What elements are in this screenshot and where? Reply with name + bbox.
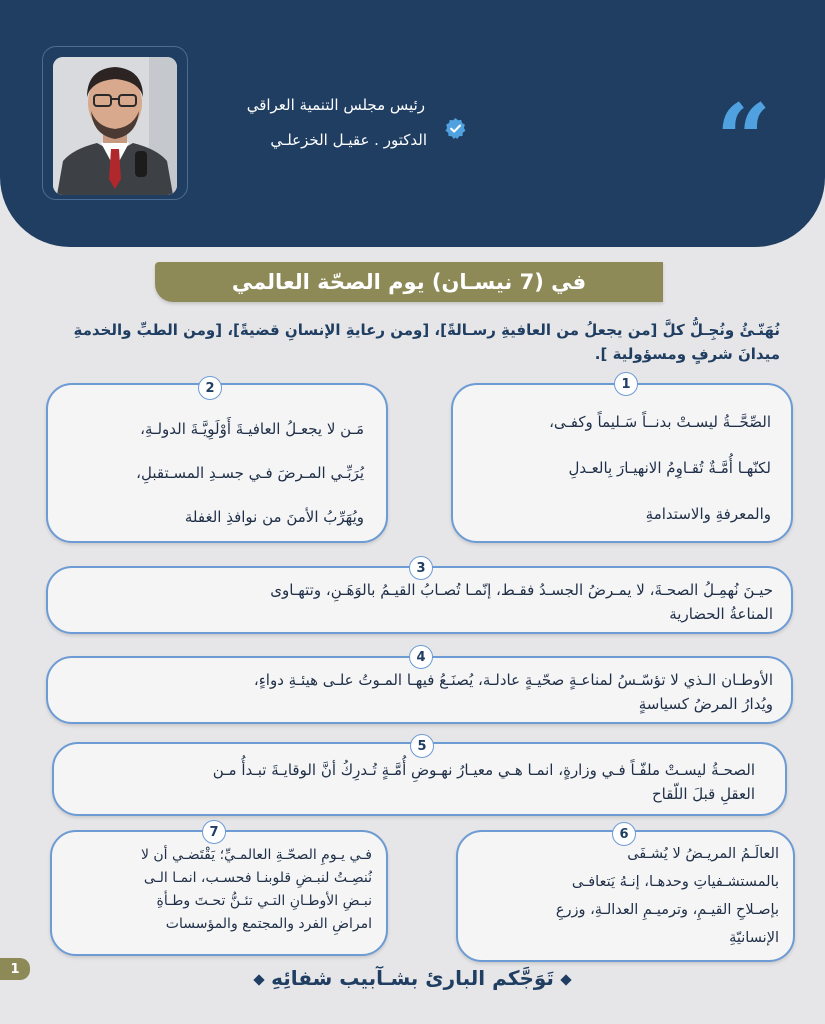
card-line: الصحـةُ ليسـتْ ملفّـاً فـي وزارةٍ، انمـا هـي معيـارُ نهـوضِ أُمَّـةٍ تُـدرِكُ أنَّ الوقايـةَ تبـدأُ مـن xyxy=(212,761,755,779)
statement-card-2 xyxy=(46,383,388,543)
quote-icon: “ xyxy=(716,83,772,196)
card-line: الأوطـان الـذي لا تؤسّـسُ لمناعـةٍ صحّيـةٍ عادلـة، يُصنَـعُ فيهـا المـوتُ علـى هيئـةِ دواءٍ، xyxy=(253,671,773,689)
card-line: والمعرفةِ والاستدامةِ xyxy=(645,505,771,523)
card-line: بالمستشـفياتِ وحدهـا، إنـهُ يَتعافـى xyxy=(571,874,779,890)
intro-paragraph: نُهَنّـئُ ونُجِـلُّ كلَّ [من يجعلُ من العافيةِ رسـالةً]، [ومن رعايةِ الإنسانِ قضيةً]، [ومن الطبِّ والخدمةِ ميدانَ شرفٍ ومسؤولية ]. xyxy=(73,321,780,363)
statement-card-1 xyxy=(451,383,793,543)
card-line: المناعةُ الحضارية xyxy=(669,605,773,623)
title-banner xyxy=(155,262,663,302)
page-number: 1 xyxy=(0,958,30,980)
card-line: حيـنَ نُهمِـلُ الصحـةَ، لا يمـرضُ الجسـدُ فقـط، إنّمـا تُصـابُ القيـمُ بالوَهَـنِ، وتتهـاوى xyxy=(270,581,773,599)
card-line: امراضِ الفرد والمجتمع والمؤسسات xyxy=(165,916,372,932)
card-line: ويُدارُ المرضُ كسياسةٍ xyxy=(638,695,773,713)
card-number-badge: 3 xyxy=(409,556,433,580)
card-line: الصِّحَّــةُ ليسـتْ بدنــاً سَـليماً وكفـى، xyxy=(549,413,771,431)
card-number-badge: 5 xyxy=(410,734,434,758)
card-number-badge: 1 xyxy=(614,372,638,396)
header-panel xyxy=(0,0,825,247)
card-line: مَـن لا يجعـلُ العافيـةَ أَوْلَوِيَّـةَ الدولـةِ، xyxy=(140,420,364,438)
author-title: رئيس مجلس التنمية العراقي xyxy=(246,96,425,114)
diamond-bullet-icon xyxy=(253,974,264,985)
card-line: لكنّهـا أُمَّـةٌ تُقـاوِمُ الانهيـارَ بِالعـدلِ xyxy=(568,459,771,477)
author-portrait xyxy=(53,57,177,195)
verified-badge-icon xyxy=(444,117,467,140)
diamond-bullet-icon xyxy=(560,974,571,985)
card-number-badge: 6 xyxy=(612,822,636,846)
card-number-badge: 2 xyxy=(198,376,222,400)
card-line: الإنسانيّةِ xyxy=(729,930,779,946)
card-line: فـي يـومِ الصحّـةِ العالمـيِّ؛ يَقْتَضـي أن لا xyxy=(140,847,372,863)
author-name: الدكتور . عقيـل الخزعلـي xyxy=(270,131,427,149)
statement-card-6 xyxy=(456,830,795,962)
card-number-badge: 7 xyxy=(202,820,226,844)
card-line: نبـضِ الأوطـانِ التـي تئـنُّ تحـتَ وطـأةِ xyxy=(156,893,372,909)
closing-text: تَوَجَّكم البارئ بشـآبيب شفائِهِ xyxy=(271,966,554,990)
statement-card-7 xyxy=(50,830,388,956)
closing-line xyxy=(0,966,825,990)
card-line: العقلِ قبلَ اللّقاح xyxy=(651,785,755,803)
card-line: ويُهَرِّبُ الأمنَ من نوافذِ الغفلة xyxy=(184,508,364,526)
card-number-badge: 4 xyxy=(409,645,433,669)
card-line: العالَـمُ المريـضُ لا يُشـفَى xyxy=(627,846,779,862)
card-line: نُنصِـتُ لنبـضِ قلوبنـا فحسـب، انمـا الـى xyxy=(143,870,372,886)
card-line: يُرَبِّـي المـرضَ فـي جسـدِ المسـتقبلِ، xyxy=(136,464,364,482)
card-line: بإصـلاحِ القيـمِ، وترميـمِ العدالـةِ، وزرعِ xyxy=(555,902,779,918)
banner-title: في (7 نيسـان) يوم الصحّة العالمي xyxy=(231,270,587,294)
